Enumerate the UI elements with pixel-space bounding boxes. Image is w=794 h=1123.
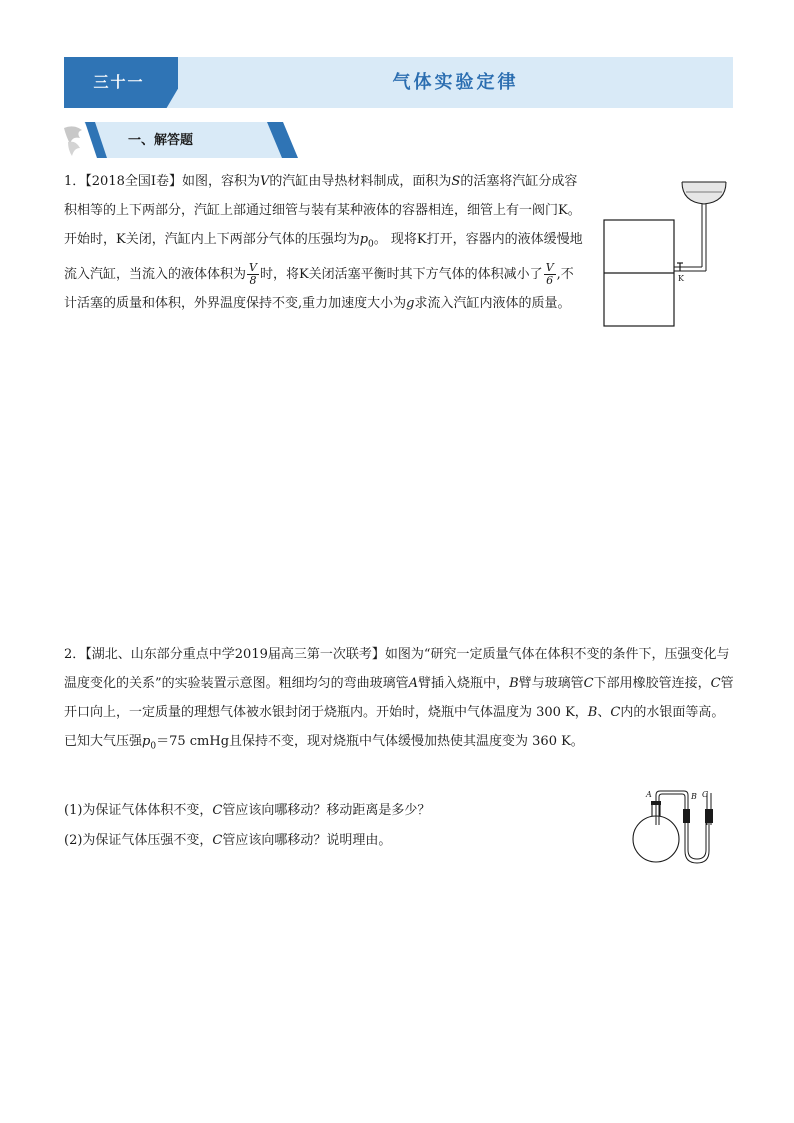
fraction-v-over-8: $\frac{V}{8}$: [249, 260, 257, 287]
question-2: 2．【湖北、山东部分重点中学2019届高三第一次联考】如图为“研究一定质量气体在体积不变的条件下，压强变化与温度变化的关系”的实验装置示意图。粗细均匀的弯曲玻璃管A臂插入烧瓶中，B臂与玻璃管C下部用橡胶管连接，C管开口向上，一定质量的理想气体被水银封闭于烧瓶内。开始时，烧瓶中气体温度为 300 K，B、C内的水银面等高。已知大气压强$p_0=75$ cmHg且保持不变，现对烧瓶中气体缓慢加热使其温度变为 360 K。: [64, 647, 734, 752]
question-1: 1．【2018全国I卷】如图，容积为V的汽缸由导热材料制成，面积为S的活塞将汽缸分成容积相等的上下两部分，汽缸上部通过细管与装有某种液体的容器相连，细管上有一阀门K。开始时，K关闭，汽缸内上下两部分气体的压强均为$p_0$。 现将K打开，容器内的液体缓慢地流入汽缸，当流入的液体体积为 $\frac{V}{8}$ 时，将K关闭活塞平衡时其下方气体的体积减小了 $\frac{V}{6}$ ,不计活塞的质量和体积，外界温度保持不变,重力加速度大小为g求流入汽缸内液体的质量。: [64, 174, 583, 311]
section-title: 一、解答题: [128, 133, 194, 148]
question-2-part-1: (1)为保证气体体积不变，C管应该向哪移动？移动距离是多少？: [64, 803, 431, 818]
label-a: A: [646, 790, 652, 799]
header-number: 三十一: [93, 73, 145, 91]
flask-diagram: [628, 785, 728, 870]
cylinder-diagram: [600, 172, 735, 332]
label-b: B: [691, 792, 697, 801]
label-c: C: [702, 790, 709, 799]
fraction-v-over-6: $\frac{V}{6}$: [545, 260, 554, 287]
question-2-part-2: (2)为保证气体压强不变，C管应该向哪移动？说明理由。: [64, 833, 392, 848]
page-title: 气体实验定律: [392, 72, 519, 93]
valve-label: K: [678, 274, 684, 283]
